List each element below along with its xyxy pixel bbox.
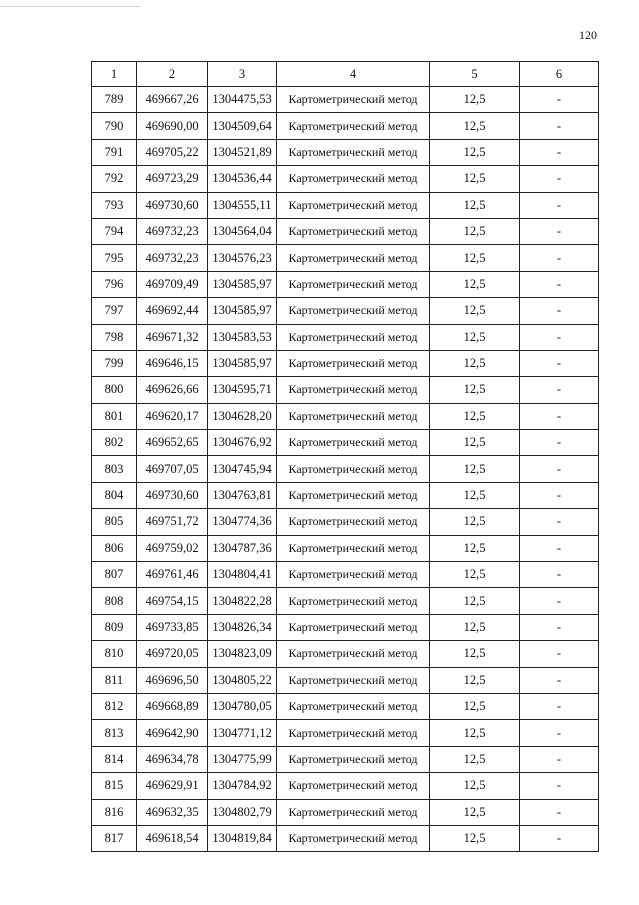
table-row bbox=[92, 298, 599, 324]
table-row bbox=[92, 482, 599, 508]
cell-coordinate-y: 469730,60 bbox=[137, 482, 208, 508]
cell-coordinate-y: 469618,54 bbox=[137, 825, 208, 851]
cell-point-number: 798 bbox=[92, 324, 137, 350]
table-row bbox=[92, 641, 599, 667]
cell-coordinate-x: 1304628,20 bbox=[208, 403, 277, 429]
table-row bbox=[92, 535, 599, 561]
cell-point-number: 803 bbox=[92, 456, 137, 482]
table-row bbox=[92, 799, 599, 825]
cell-coordinate-y: 469709,49 bbox=[137, 271, 208, 297]
cell-accuracy: 12,5 bbox=[430, 403, 520, 429]
cell-accuracy: 12,5 bbox=[430, 245, 520, 271]
cell-coordinate-y: 469652,65 bbox=[137, 430, 208, 456]
cell-accuracy: 12,5 bbox=[430, 87, 520, 113]
cell-method: Картометрический метод bbox=[277, 456, 430, 482]
cell-accuracy: 12,5 bbox=[430, 298, 520, 324]
cell-method: Картометрический метод bbox=[277, 218, 430, 244]
cell-point-number: 810 bbox=[92, 641, 137, 667]
cell-method: Картометрический метод bbox=[277, 693, 430, 719]
cell-point-number: 794 bbox=[92, 218, 137, 244]
cell-accuracy: 12,5 bbox=[430, 509, 520, 535]
table-row bbox=[92, 825, 599, 851]
cell-note: - bbox=[520, 192, 599, 218]
table-row bbox=[92, 245, 599, 271]
cell-coordinate-y: 469632,35 bbox=[137, 799, 208, 825]
cell-accuracy: 12,5 bbox=[430, 218, 520, 244]
cell-coordinate-x: 1304585,97 bbox=[208, 298, 277, 324]
cell-coordinate-x: 1304819,84 bbox=[208, 825, 277, 851]
cell-method: Картометрический метод bbox=[277, 799, 430, 825]
cell-point-number: 806 bbox=[92, 535, 137, 561]
cell-coordinate-x: 1304521,89 bbox=[208, 139, 277, 165]
table-row bbox=[92, 667, 599, 693]
table-row bbox=[92, 139, 599, 165]
cell-note: - bbox=[520, 377, 599, 403]
cell-coordinate-x: 1304475,53 bbox=[208, 87, 277, 113]
cell-method: Картометрический метод bbox=[277, 430, 430, 456]
cell-accuracy: 12,5 bbox=[430, 377, 520, 403]
header-cell-5: 5 bbox=[430, 62, 520, 87]
cell-accuracy: 12,5 bbox=[430, 166, 520, 192]
table-row bbox=[92, 773, 599, 799]
cell-coordinate-y: 469667,26 bbox=[137, 87, 208, 113]
cell-coordinate-x: 1304802,79 bbox=[208, 799, 277, 825]
top-rule bbox=[0, 6, 140, 7]
cell-accuracy: 12,5 bbox=[430, 667, 520, 693]
cell-coordinate-x: 1304595,71 bbox=[208, 377, 277, 403]
cell-coordinate-y: 469642,90 bbox=[137, 720, 208, 746]
cell-note: - bbox=[520, 641, 599, 667]
cell-point-number: 807 bbox=[92, 562, 137, 588]
cell-method: Картометрический метод bbox=[277, 377, 430, 403]
cell-note: - bbox=[520, 245, 599, 271]
cell-point-number: 790 bbox=[92, 113, 137, 139]
cell-method: Картометрический метод bbox=[277, 482, 430, 508]
cell-coordinate-y: 469761,46 bbox=[137, 562, 208, 588]
cell-coordinate-x: 1304826,34 bbox=[208, 614, 277, 640]
cell-coordinate-x: 1304585,97 bbox=[208, 271, 277, 297]
cell-coordinate-y: 469671,32 bbox=[137, 324, 208, 350]
cell-method: Картометрический метод bbox=[277, 298, 430, 324]
table-row bbox=[92, 509, 599, 535]
table-row bbox=[92, 218, 599, 244]
cell-coordinate-x: 1304745,94 bbox=[208, 456, 277, 482]
cell-accuracy: 12,5 bbox=[430, 614, 520, 640]
cell-coordinate-x: 1304787,36 bbox=[208, 535, 277, 561]
header-row bbox=[92, 62, 599, 87]
cell-coordinate-x: 1304804,41 bbox=[208, 562, 277, 588]
cell-note: - bbox=[520, 773, 599, 799]
table-row bbox=[92, 87, 599, 113]
cell-accuracy: 12,5 bbox=[430, 430, 520, 456]
cell-note: - bbox=[520, 139, 599, 165]
cell-point-number: 791 bbox=[92, 139, 137, 165]
cell-point-number: 809 bbox=[92, 614, 137, 640]
header-cell-6: 6 bbox=[520, 62, 599, 87]
cell-accuracy: 12,5 bbox=[430, 324, 520, 350]
cell-coordinate-x: 1304576,23 bbox=[208, 245, 277, 271]
cell-coordinate-x: 1304564,04 bbox=[208, 218, 277, 244]
cell-coordinate-x: 1304784,92 bbox=[208, 773, 277, 799]
cell-point-number: 815 bbox=[92, 773, 137, 799]
cell-accuracy: 12,5 bbox=[430, 456, 520, 482]
cell-coordinate-y: 469690,00 bbox=[137, 113, 208, 139]
cell-coordinate-x: 1304676,92 bbox=[208, 430, 277, 456]
cell-coordinate-y: 469620,17 bbox=[137, 403, 208, 429]
cell-coordinate-x: 1304780,05 bbox=[208, 693, 277, 719]
cell-accuracy: 12,5 bbox=[430, 562, 520, 588]
cell-method: Картометрический метод bbox=[277, 588, 430, 614]
cell-accuracy: 12,5 bbox=[430, 588, 520, 614]
cell-method: Картометрический метод bbox=[277, 535, 430, 561]
cell-coordinate-y: 469759,02 bbox=[137, 535, 208, 561]
cell-coordinate-y: 469629,91 bbox=[137, 773, 208, 799]
cell-note: - bbox=[520, 456, 599, 482]
table-row bbox=[92, 377, 599, 403]
cell-coordinate-y: 469692,44 bbox=[137, 298, 208, 324]
cell-method: Картометрический метод bbox=[277, 614, 430, 640]
cell-note: - bbox=[520, 509, 599, 535]
cell-method: Картометрический метод bbox=[277, 166, 430, 192]
cell-note: - bbox=[520, 430, 599, 456]
cell-coordinate-x: 1304585,97 bbox=[208, 350, 277, 376]
table-row bbox=[92, 192, 599, 218]
cell-coordinate-y: 469720,05 bbox=[137, 641, 208, 667]
cell-note: - bbox=[520, 825, 599, 851]
table-row bbox=[92, 746, 599, 772]
cell-method: Картометрический метод bbox=[277, 509, 430, 535]
cell-note: - bbox=[520, 535, 599, 561]
cell-accuracy: 12,5 bbox=[430, 482, 520, 508]
cell-method: Картометрический метод bbox=[277, 667, 430, 693]
cell-coordinate-y: 469723,29 bbox=[137, 166, 208, 192]
table-row bbox=[92, 588, 599, 614]
cell-method: Картометрический метод bbox=[277, 562, 430, 588]
cell-method: Картометрический метод bbox=[277, 113, 430, 139]
cell-method: Картометрический метод bbox=[277, 324, 430, 350]
cell-method: Картометрический метод bbox=[277, 87, 430, 113]
cell-point-number: 816 bbox=[92, 799, 137, 825]
cell-note: - bbox=[520, 324, 599, 350]
cell-method: Картометрический метод bbox=[277, 271, 430, 297]
cell-note: - bbox=[520, 562, 599, 588]
cell-note: - bbox=[520, 588, 599, 614]
cell-coordinate-y: 469751,72 bbox=[137, 509, 208, 535]
cell-point-number: 805 bbox=[92, 509, 137, 535]
cell-note: - bbox=[520, 87, 599, 113]
table-row bbox=[92, 403, 599, 429]
cell-coordinate-x: 1304771,12 bbox=[208, 720, 277, 746]
cell-coordinate-x: 1304509,64 bbox=[208, 113, 277, 139]
cell-point-number: 814 bbox=[92, 746, 137, 772]
cell-point-number: 799 bbox=[92, 350, 137, 376]
cell-point-number: 795 bbox=[92, 245, 137, 271]
cell-note: - bbox=[520, 746, 599, 772]
cell-point-number: 817 bbox=[92, 825, 137, 851]
cell-note: - bbox=[520, 298, 599, 324]
cell-method: Картометрический метод bbox=[277, 641, 430, 667]
cell-coordinate-y: 469634,78 bbox=[137, 746, 208, 772]
cell-coordinate-y: 469696,50 bbox=[137, 667, 208, 693]
cell-note: - bbox=[520, 720, 599, 746]
coordinates-table bbox=[91, 61, 599, 852]
table-row bbox=[92, 324, 599, 350]
cell-point-number: 793 bbox=[92, 192, 137, 218]
cell-coordinate-x: 1304536,44 bbox=[208, 166, 277, 192]
cell-point-number: 796 bbox=[92, 271, 137, 297]
table-row bbox=[92, 350, 599, 376]
cell-point-number: 811 bbox=[92, 667, 137, 693]
header-cell-2: 2 bbox=[137, 62, 208, 87]
table-body bbox=[92, 87, 599, 852]
cell-point-number: 804 bbox=[92, 482, 137, 508]
cell-method: Картометрический метод bbox=[277, 825, 430, 851]
cell-point-number: 792 bbox=[92, 166, 137, 192]
cell-accuracy: 12,5 bbox=[430, 773, 520, 799]
cell-note: - bbox=[520, 271, 599, 297]
cell-coordinate-x: 1304775,99 bbox=[208, 746, 277, 772]
cell-method: Картометрический метод bbox=[277, 245, 430, 271]
table-row bbox=[92, 614, 599, 640]
cell-note: - bbox=[520, 350, 599, 376]
cell-point-number: 801 bbox=[92, 403, 137, 429]
cell-accuracy: 12,5 bbox=[430, 641, 520, 667]
cell-accuracy: 12,5 bbox=[430, 746, 520, 772]
cell-note: - bbox=[520, 799, 599, 825]
table-row bbox=[92, 271, 599, 297]
cell-coordinate-y: 469732,23 bbox=[137, 245, 208, 271]
cell-note: - bbox=[520, 218, 599, 244]
cell-point-number: 808 bbox=[92, 588, 137, 614]
cell-method: Картометрический метод bbox=[277, 403, 430, 429]
cell-method: Картометрический метод bbox=[277, 192, 430, 218]
cell-note: - bbox=[520, 403, 599, 429]
cell-coordinate-x: 1304823,09 bbox=[208, 641, 277, 667]
cell-method: Картометрический метод bbox=[277, 746, 430, 772]
cell-note: - bbox=[520, 693, 599, 719]
cell-coordinate-y: 469732,23 bbox=[137, 218, 208, 244]
cell-method: Картометрический метод bbox=[277, 139, 430, 165]
header-cell-4: 4 bbox=[277, 62, 430, 87]
table-row bbox=[92, 113, 599, 139]
cell-note: - bbox=[520, 113, 599, 139]
cell-accuracy: 12,5 bbox=[430, 113, 520, 139]
cell-accuracy: 12,5 bbox=[430, 825, 520, 851]
cell-coordinate-x: 1304555,11 bbox=[208, 192, 277, 218]
cell-point-number: 812 bbox=[92, 693, 137, 719]
cell-note: - bbox=[520, 614, 599, 640]
cell-note: - bbox=[520, 482, 599, 508]
cell-point-number: 813 bbox=[92, 720, 137, 746]
table-row bbox=[92, 693, 599, 719]
table-row bbox=[92, 562, 599, 588]
cell-point-number: 789 bbox=[92, 87, 137, 113]
cell-note: - bbox=[520, 667, 599, 693]
table-row bbox=[92, 456, 599, 482]
page-number: 120 bbox=[579, 28, 597, 42]
header-cell-3: 3 bbox=[208, 62, 277, 87]
cell-coordinate-y: 469646,15 bbox=[137, 350, 208, 376]
cell-accuracy: 12,5 bbox=[430, 350, 520, 376]
cell-coordinate-x: 1304763,81 bbox=[208, 482, 277, 508]
cell-coordinate-y: 469626,66 bbox=[137, 377, 208, 403]
table-row bbox=[92, 166, 599, 192]
cell-accuracy: 12,5 bbox=[430, 693, 520, 719]
cell-point-number: 802 bbox=[92, 430, 137, 456]
table-row bbox=[92, 430, 599, 456]
cell-coordinate-y: 469668,89 bbox=[137, 693, 208, 719]
cell-method: Картометрический метод bbox=[277, 720, 430, 746]
cell-coordinate-x: 1304822,28 bbox=[208, 588, 277, 614]
cell-coordinate-x: 1304774,36 bbox=[208, 509, 277, 535]
cell-coordinate-y: 469705,22 bbox=[137, 139, 208, 165]
cell-accuracy: 12,5 bbox=[430, 535, 520, 561]
cell-note: - bbox=[520, 166, 599, 192]
cell-accuracy: 12,5 bbox=[430, 139, 520, 165]
header-cell-1: 1 bbox=[92, 62, 137, 87]
cell-accuracy: 12,5 bbox=[430, 720, 520, 746]
cell-accuracy: 12,5 bbox=[430, 192, 520, 218]
table-row bbox=[92, 720, 599, 746]
cell-point-number: 800 bbox=[92, 377, 137, 403]
cell-coordinate-x: 1304583,53 bbox=[208, 324, 277, 350]
cell-coordinate-x: 1304805,22 bbox=[208, 667, 277, 693]
cell-coordinate-y: 469730,60 bbox=[137, 192, 208, 218]
cell-method: Картометрический метод bbox=[277, 350, 430, 376]
cell-coordinate-y: 469754,15 bbox=[137, 588, 208, 614]
cell-coordinate-y: 469733,85 bbox=[137, 614, 208, 640]
cell-point-number: 797 bbox=[92, 298, 137, 324]
cell-accuracy: 12,5 bbox=[430, 799, 520, 825]
cell-coordinate-y: 469707,05 bbox=[137, 456, 208, 482]
cell-method: Картометрический метод bbox=[277, 773, 430, 799]
cell-accuracy: 12,5 bbox=[430, 271, 520, 297]
